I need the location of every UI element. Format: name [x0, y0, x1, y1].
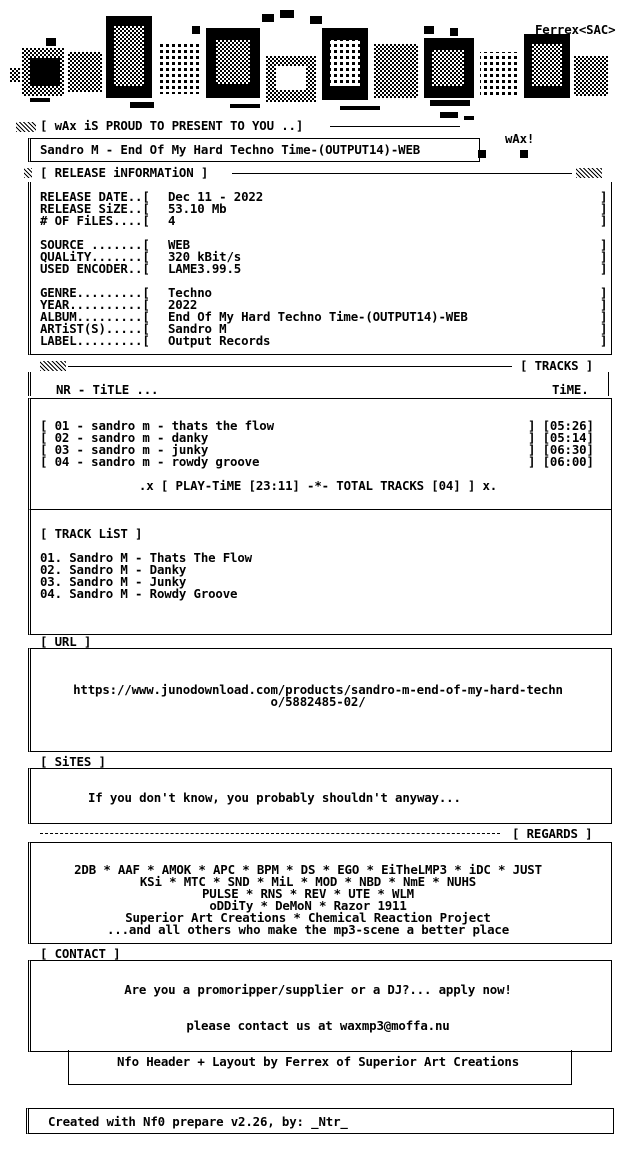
info-label: ALBUM.........[: [40, 309, 150, 324]
hatch-decoration: [16, 122, 36, 132]
info-close: ]: [600, 297, 608, 312]
border-left: [28, 372, 31, 396]
hatch-decoration: [40, 361, 66, 371]
info-close: ]: [600, 321, 608, 336]
info-value: Output Records: [168, 333, 271, 348]
track-time: ] [05:14]: [528, 430, 594, 445]
regards-line: Superior Art Creations * Chemical Reaction Project: [125, 910, 491, 925]
banner-rule: [330, 126, 460, 127]
info-label: GENRE.........[: [40, 285, 150, 300]
url-heading: [ URL ]: [40, 634, 92, 649]
info-value: WEB: [168, 237, 190, 252]
info-label: ARTiST(S).....[: [40, 321, 150, 336]
info-label: RELEASE DATE..[: [40, 189, 150, 204]
info-close: ]: [600, 201, 608, 216]
info-label: LABEL.........[: [40, 333, 150, 348]
info-value: Techno: [168, 285, 212, 300]
info-value: End Of My Hard Techno Time-(OUTPUT14)-WEB: [168, 309, 468, 324]
regards-line: ...and all others who make the mp3-scene a better place: [106, 922, 510, 937]
border-right: [608, 372, 609, 396]
hatch-decoration: [576, 168, 602, 178]
track-time: ] [06:00]: [528, 454, 594, 469]
track-list-heading: [ TRACK LiST ]: [40, 526, 143, 541]
regards-line: 2DB * AAF * AMOK * APC * BPM * DS * EGO * EiTheLMP3 * iDC * JUST: [74, 862, 542, 877]
info-label: RELEASE SiZE..[: [40, 201, 150, 216]
info-close: ]: [600, 249, 608, 264]
regards-line: PULSE * RNS * REV * UTE * WLM: [202, 886, 414, 901]
url-link[interactable]: https://www.junodownload.com/products/sandro-m-end-of-my-hard-techn: [73, 682, 563, 697]
wax-logo: [10, 8, 622, 120]
info-close: ]: [600, 285, 608, 300]
info-close: ]: [600, 189, 608, 204]
url-link-cont[interactable]: o/5882485-02/: [270, 694, 366, 709]
info-value: Sandro M: [168, 321, 227, 336]
track-entry: [ 04 - sandro m - rowdy groove: [40, 454, 260, 469]
wax-tag-dot-right: [520, 150, 528, 158]
regards-heading: [ REGARDS ]: [512, 826, 593, 841]
track-entry: [ 02 - sandro m - danky: [40, 430, 209, 445]
track-time: ] [05:26]: [528, 418, 594, 433]
section-rule: [40, 833, 500, 834]
info-close: ]: [600, 261, 608, 276]
info-close: ]: [600, 237, 608, 252]
track-list-item: 04. Sandro M - Rowdy Groove: [40, 586, 238, 601]
info-close: ]: [600, 333, 608, 348]
track-list-item: 02. Sandro M - Danky: [40, 562, 187, 577]
info-label: # OF FiLES....[: [40, 213, 150, 228]
hatch-decoration: [24, 168, 32, 178]
info-value: 320 kBit/s: [168, 249, 242, 264]
info-value: 4: [168, 213, 176, 228]
info-label: QUALiTY.......[: [40, 249, 150, 264]
info-value: 53.10 Mb: [168, 201, 227, 216]
release-title: Sandro M - End Of My Hard Techno Time-(OUTPUT14)-WEB: [40, 142, 421, 157]
contact-email[interactable]: please contact us at waxmp3@moffa.nu: [186, 1018, 450, 1033]
contact-heading: [ CONTACT ]: [40, 946, 121, 961]
section-rule: [232, 173, 572, 174]
proud-banner: [ wAx iS PROUD TO PRESENT TO YOU ..]: [40, 118, 304, 133]
ripper-credit: Ferrex<SAC>: [535, 22, 616, 37]
sites-heading: [ SiTES ]: [40, 754, 106, 769]
contact-box: [28, 960, 612, 1052]
layout-credit: Nfo Header + Layout by Ferrex of Superior Art Creations: [116, 1054, 520, 1069]
track-entry: [ 03 - sandro m - junky: [40, 442, 209, 457]
section-rule: [68, 366, 512, 367]
info-close: ]: [600, 309, 608, 324]
info-label: SOURCE .......[: [40, 237, 150, 252]
regards-line: KSi * MTC * SND * MiL * MOD * NBD * NmE * NUHS: [139, 874, 477, 889]
wax-tag: wAx!: [505, 131, 535, 146]
tracks-col-title: NR - TiTLE ...: [56, 382, 159, 397]
info-close: ]: [600, 213, 608, 228]
created-credit: Created with Nf0 prepare v2.26, by: _Ntr_: [48, 1114, 348, 1129]
sites-text: If you don't know, you probably shouldn't anyway...: [88, 790, 461, 805]
tracks-summary: .x [ PLAY-TiME [23:11] -*- TOTAL TRACKS [04] ] x.: [138, 478, 498, 493]
track-list-item: 03. Sandro M - Junky: [40, 574, 187, 589]
regards-line: oDDiTy * DeMoN * Razor 1911: [209, 898, 407, 913]
track-time: ] [06:30]: [528, 442, 594, 457]
tracks-heading: [ TRACKS ]: [520, 358, 594, 373]
info-value: Dec 11 - 2022: [168, 189, 264, 204]
info-label: USED ENCODER..[: [40, 261, 150, 276]
contact-line: Are you a promoripper/supplier or a DJ?... apply now!: [124, 982, 512, 997]
track-entry: [ 01 - sandro m - thats the flow: [40, 418, 274, 433]
info-label: YEAR..........[: [40, 297, 150, 312]
info-value: LAME3.99.5: [168, 261, 242, 276]
tracks-col-time: TiME.: [552, 382, 589, 397]
info-value: 2022: [168, 297, 198, 312]
release-info-heading: [ RELEASE iNFORMATiON ]: [40, 165, 209, 180]
track-list-item: 01. Sandro M - Thats The Flow: [40, 550, 252, 565]
